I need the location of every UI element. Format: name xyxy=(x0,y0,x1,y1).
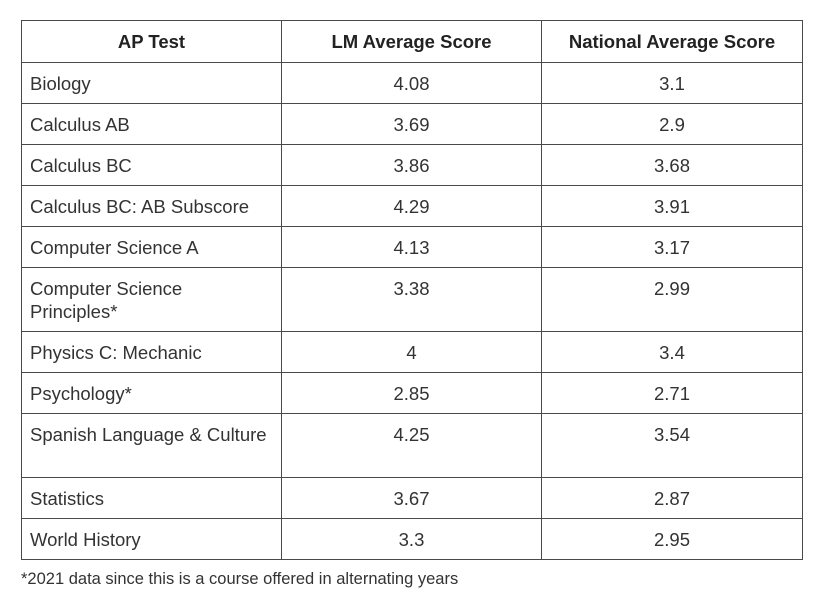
lm-score-cell: 2.85 xyxy=(282,373,542,414)
test-name-cell: Computer Science Principles* xyxy=(22,268,282,332)
lm-score-cell: 3.38 xyxy=(282,268,542,332)
test-name-cell: Calculus BC: AB Subscore xyxy=(22,186,282,227)
table-row xyxy=(22,373,803,414)
lm-score-cell: 4.13 xyxy=(282,227,542,268)
table-row xyxy=(22,332,803,373)
table-row xyxy=(22,268,803,332)
table-row xyxy=(22,478,803,519)
test-name-cell: Physics C: Mechanic xyxy=(22,332,282,373)
header-national-average-score: National Average Score xyxy=(542,21,803,63)
test-name-cell: Calculus BC xyxy=(22,145,282,186)
national-score-cell: 3.1 xyxy=(542,63,803,104)
lm-score-cell: 4.29 xyxy=(282,186,542,227)
table-row xyxy=(22,414,803,478)
lm-score-cell: 3.67 xyxy=(282,478,542,519)
header-lm-average-score: LM Average Score xyxy=(282,21,542,63)
table-row xyxy=(22,186,803,227)
national-score-cell: 2.71 xyxy=(542,373,803,414)
lm-score-cell: 4.08 xyxy=(282,63,542,104)
test-name-cell: Psychology* xyxy=(22,373,282,414)
national-score-cell: 2.87 xyxy=(542,478,803,519)
lm-score-cell: 3.3 xyxy=(282,519,542,560)
test-name-cell: Statistics xyxy=(22,478,282,519)
lm-score-cell: 4 xyxy=(282,332,542,373)
national-score-cell: 2.9 xyxy=(542,104,803,145)
table-row xyxy=(22,63,803,104)
test-name-cell: Biology xyxy=(22,63,282,104)
test-name-cell: Computer Science A xyxy=(22,227,282,268)
table-row xyxy=(22,145,803,186)
national-score-cell: 3.17 xyxy=(542,227,803,268)
national-score-cell: 3.68 xyxy=(542,145,803,186)
table-row xyxy=(22,519,803,560)
footnote: *2021 data since this is a course offered in alternating years xyxy=(21,570,459,588)
table-row xyxy=(22,227,803,268)
header-ap-test: AP Test xyxy=(22,21,282,63)
national-score-cell: 3.54 xyxy=(542,414,803,478)
national-score-cell: 2.95 xyxy=(542,519,803,560)
national-score-cell: 3.91 xyxy=(542,186,803,227)
test-name-cell: World History xyxy=(22,519,282,560)
lm-score-cell: 3.69 xyxy=(282,104,542,145)
national-score-cell: 2.99 xyxy=(542,268,803,332)
test-name-cell: Calculus AB xyxy=(22,104,282,145)
table-row xyxy=(22,104,803,145)
national-score-cell: 3.4 xyxy=(542,332,803,373)
scores-table xyxy=(21,20,803,560)
test-name-cell: Spanish Language & Culture xyxy=(22,414,282,478)
table-header-row xyxy=(22,21,803,63)
lm-score-cell: 4.25 xyxy=(282,414,542,478)
lm-score-cell: 3.86 xyxy=(282,145,542,186)
